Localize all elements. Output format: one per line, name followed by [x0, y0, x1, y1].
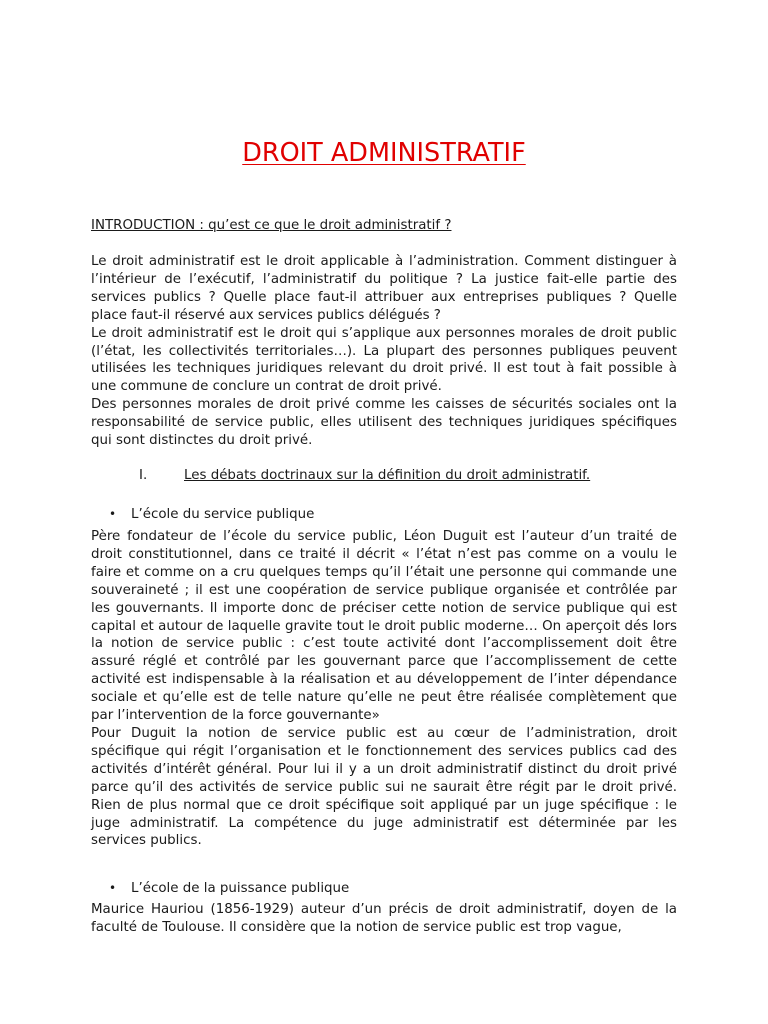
section-heading-text: Les débats doctrinaux sur la définition du droit administratif.	[184, 468, 591, 483]
section-heading-1	[139, 467, 590, 485]
paragraph: Le droit administratif est le droit qui s’applique aux personnes morales de droit public (l’état, les collectivités territoriales…). La plupart des personnes publiques peuvent utilisées les techniques juridiques relevant du droit privé. Il est tout à fait possible à une commune de conclure un contrat de droit privé.	[91, 325, 677, 395]
bullet-label: L’école du service publique	[131, 507, 315, 522]
bullet-icon: •	[109, 507, 117, 521]
section-numeral: I.	[139, 468, 148, 483]
bullet-item-service-public	[109, 506, 314, 524]
paragraph: Le droit administratif est le droit applicable à l’administration. Comment distinguer à l’intérieur de l’exécutif, l’administratif du politique ? La justice fait-elle partie des services publics ? Quelle place faut-il attribuer aux entreprises publiques ? Quelle place faut-il réservé aux services publics délégués ?	[91, 254, 677, 323]
bullet-icon: •	[109, 881, 117, 895]
puissance-publique-body	[91, 901, 677, 937]
bullet-label: L’école de la puissance publique	[131, 881, 350, 896]
introduction-body	[91, 253, 677, 450]
paragraph: Pour Duguit la notion de service public est au cœur de l’administration, droit spécifique qui régit l’organisation et le fonctionnement des services publics cad des activités d’intérêt général. Pour lui il y a un droit administratif distinct du droit privé parce qu’il des activités de service public sui ne saurait être régit par le droit privé. Rien de plus normal que ce droit spécifique soit appliqué par un juge spécifique : le juge administratif. La compétence du juge administratif est déterminée par les services publics.	[91, 725, 677, 849]
paragraph: Des personnes morales de droit privé comme les caisses de sécurités sociales ont la responsabilité de service public, elles utilisent des techniques juridiques spécifiques qui sont distinctes du droit privé.	[91, 397, 677, 449]
bullet-item-puissance-publique	[109, 880, 349, 898]
service-public-body	[91, 528, 677, 850]
introduction-heading: INTRODUCTION : qu’est ce que le droit administratif ?	[91, 218, 452, 233]
document-title: DROIT ADMINISTRATIF	[242, 138, 526, 168]
paragraph: Maurice Hauriou (1856-1929) auteur d’un précis de droit administratif, doyen de la faculté de Toulouse. Il considère que la notion de service public est trop vague,	[91, 902, 677, 935]
paragraph: Père fondateur de l’école du service public, Léon Duguit est l’auteur d’un traité de droit constitutionnel, dans ce traité il décrit « l’état n’est pas comme on a voulu le faire et comme on a cru quelques temps qu’il l’était une personne qui commande une souveraineté ; il est une coopération de service publique organisée et contrôlée par les gouvernants. Il importe donc de préciser cette notion de service publique qui est capital et autour de laquelle gravite tout le droit public moderne… On aperçoit dés lors la notion de service public : c’est toute activité dont l’accomplissement doit être assuré réglé et contrôlé par les gouvernant parce que l’accomplissement de cette activité est indispensable à la réalisation et au développement de l’inter dépendance sociale et qu’elle est de telle nature qu’elle ne peut être réalisée complètement que par l’intervention de la force gouvernante»	[91, 529, 677, 724]
